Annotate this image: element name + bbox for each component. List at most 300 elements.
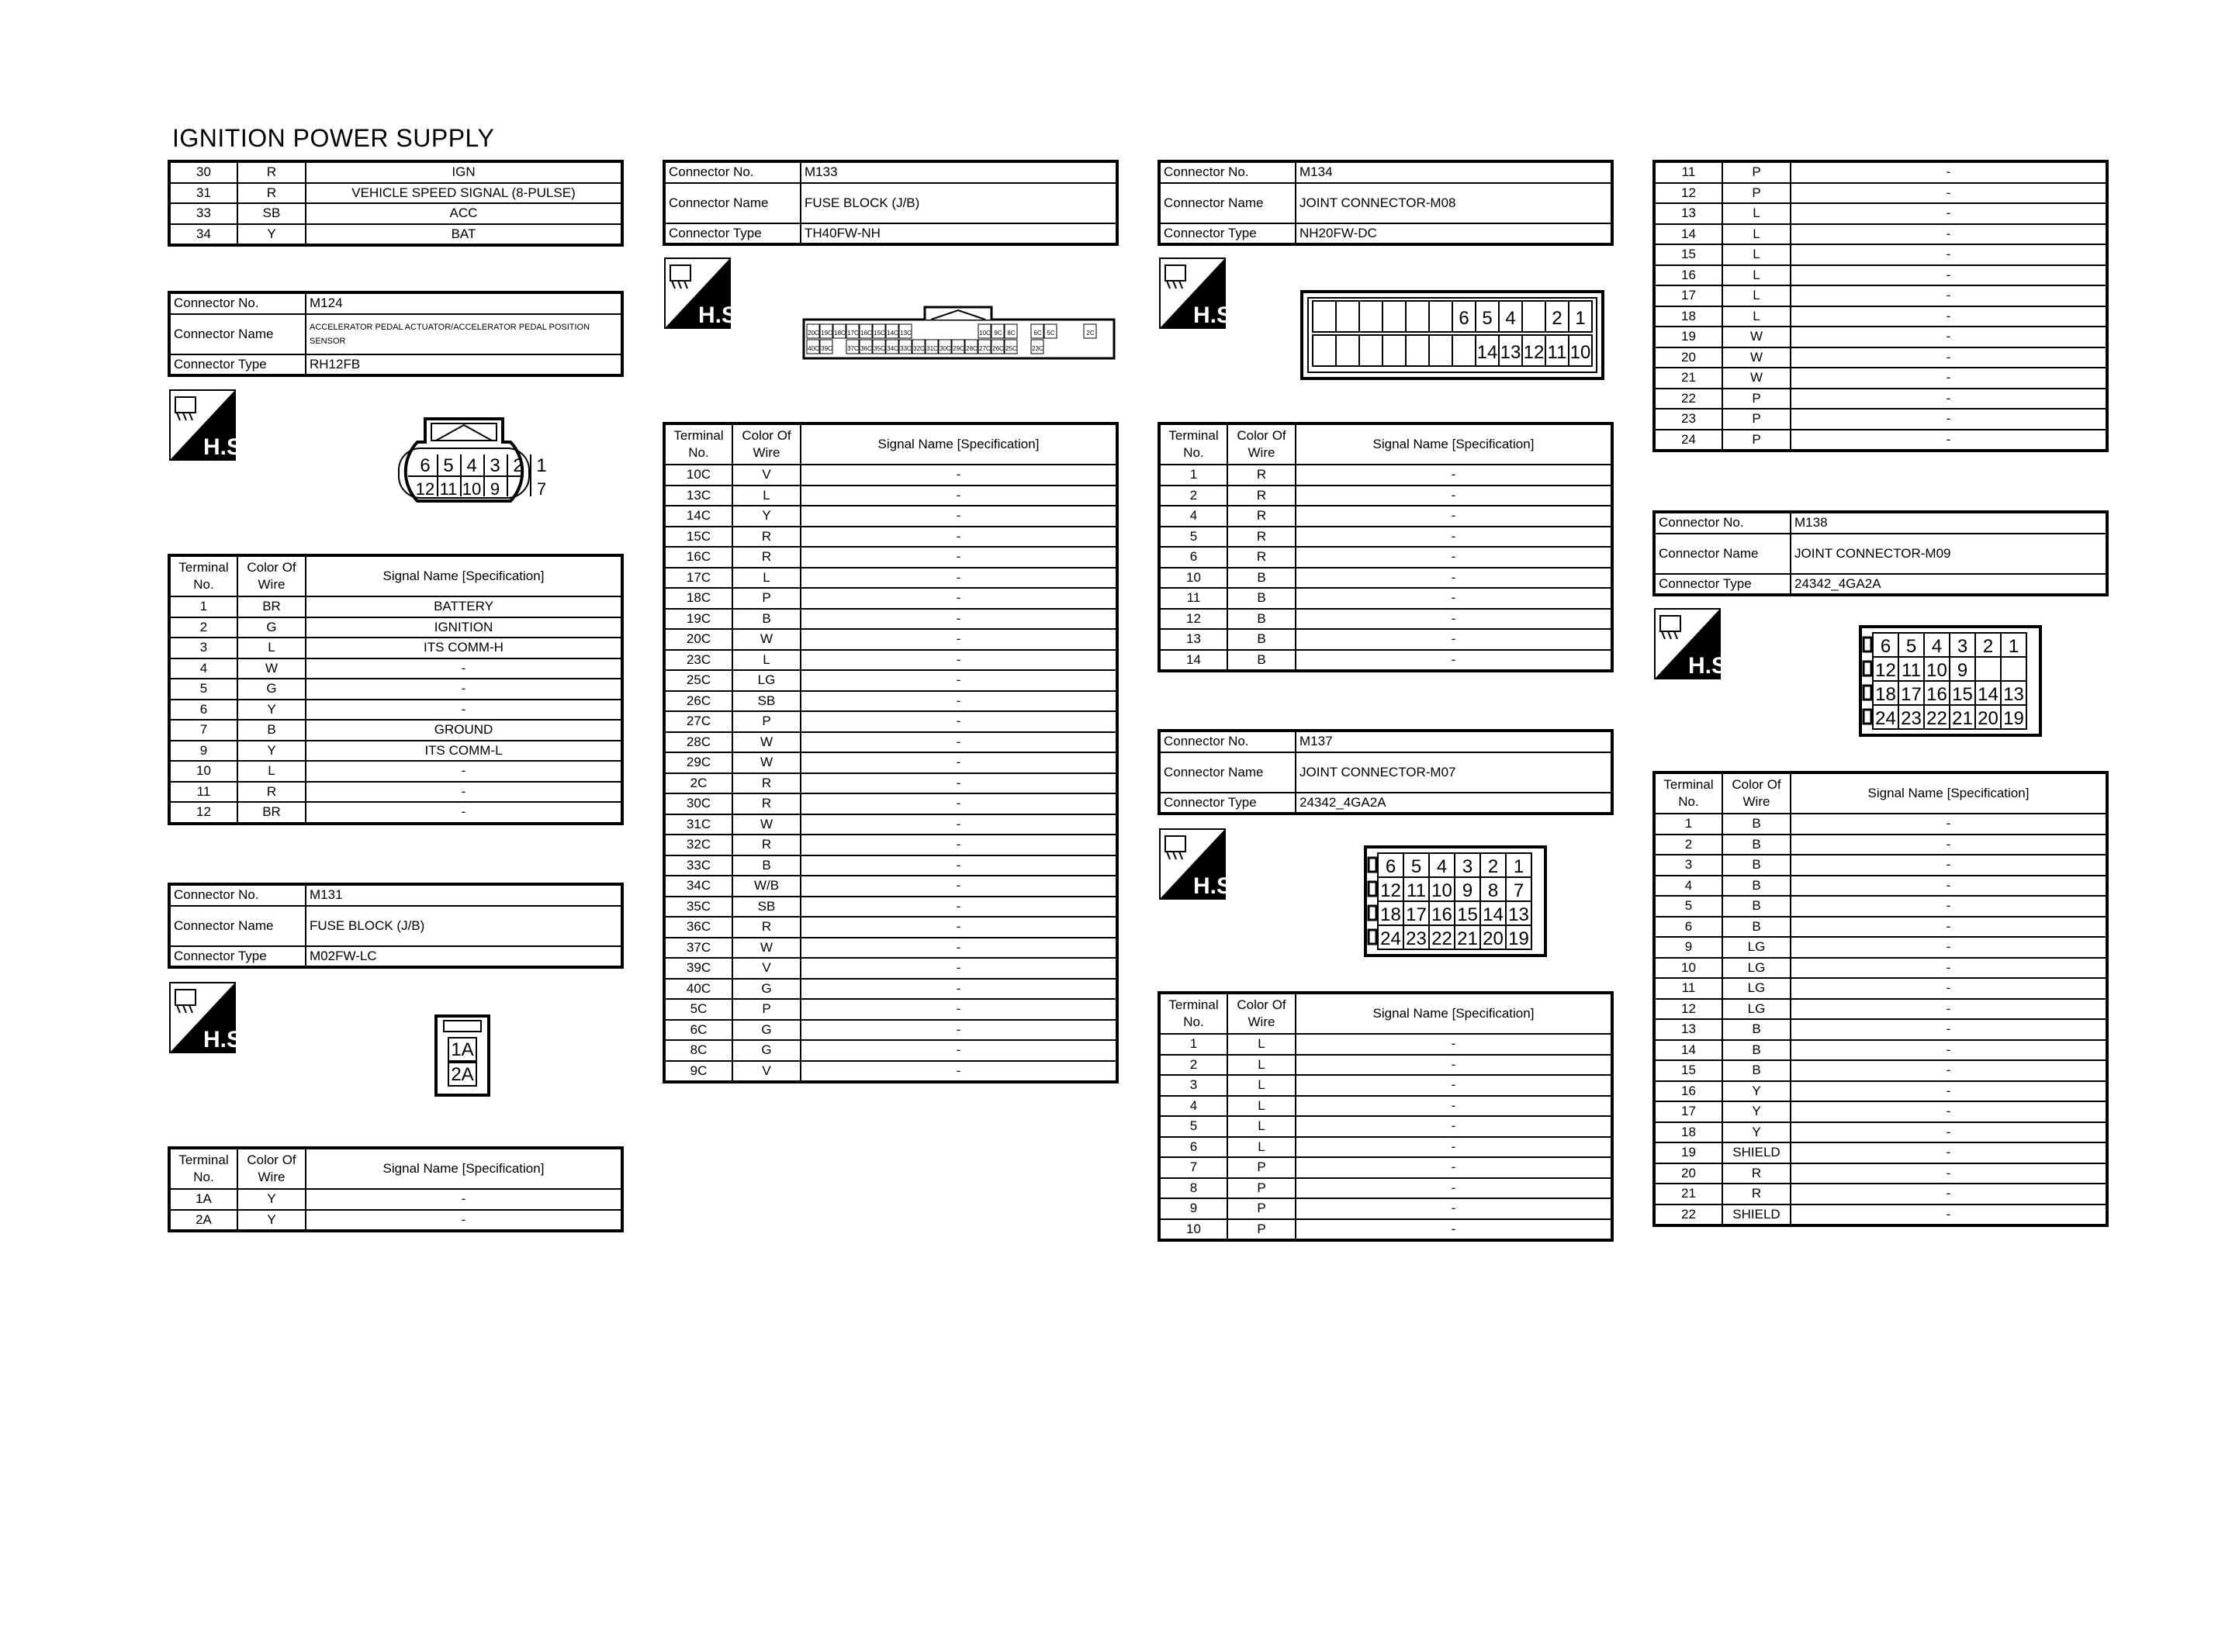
signal-name-cell: - <box>1296 1034 1612 1055</box>
table-row <box>169 679 622 700</box>
table-row <box>1654 244 2107 265</box>
terminal-no-cell: 16C <box>664 547 732 568</box>
signal-name-cell: - <box>1791 347 2107 368</box>
pin-label: 5 <box>443 455 454 476</box>
pin-label: 9C <box>994 330 1002 337</box>
terminal-no-cell: 1 <box>1159 1034 1227 1055</box>
terminal-no-cell: 33 <box>169 203 237 224</box>
terminal-no-cell: 18C <box>664 588 732 609</box>
terminal-no-cell: 23C <box>664 650 732 671</box>
wire-color-cell: L <box>237 761 306 782</box>
signal-name-cell: - <box>1296 1178 1612 1199</box>
table-row <box>664 691 1117 712</box>
pin-label: 19 <box>1508 928 1529 949</box>
pin-label: 6C <box>1033 330 1042 337</box>
terminal-no-cell: 15 <box>1654 244 1722 265</box>
connector-name-label: Connector Name <box>1159 752 1296 793</box>
pin-label: 5 <box>1482 308 1493 329</box>
terminal-no-cell: 16 <box>1654 265 1722 286</box>
terminal-no-cell: 34C <box>664 876 732 897</box>
table-row <box>169 700 622 721</box>
signal-name-cell: - <box>1791 265 2107 286</box>
wire-color-cell: G <box>732 1020 801 1041</box>
table-row <box>1654 161 2107 183</box>
pin-label: 14 <box>1978 684 1998 705</box>
table-row <box>1159 629 1612 650</box>
terminal-no-cell: 39C <box>664 958 732 979</box>
m133-connector-diagram <box>802 302 1116 361</box>
table-row <box>664 793 1117 814</box>
table-row <box>1654 1060 2107 1081</box>
signal-name-cell: GROUND <box>306 720 622 741</box>
wire-color-cell: W <box>732 814 801 835</box>
connector-type-label: Connector Type <box>1159 223 1296 245</box>
pin-label: 17 <box>1901 684 1922 705</box>
connector-name-label: Connector Name <box>1159 183 1296 223</box>
harness-side-icon <box>169 982 249 1053</box>
terminal-no-cell: 7 <box>169 720 237 741</box>
connector-type-label: Connector Type <box>664 223 801 245</box>
connector-no-label: Connector No. <box>1654 512 1791 534</box>
terminal-no-cell: 21 <box>1654 368 1722 389</box>
table-row <box>1159 609 1612 630</box>
signal-name-cell: - <box>1791 389 2107 410</box>
pin-label: 14 <box>1476 342 1498 363</box>
pin-label: 10 <box>1926 660 1947 681</box>
terminal-no-cell: 12 <box>1654 183 1722 204</box>
pin-label: 39C <box>821 345 832 352</box>
m134-connector-info <box>1158 160 1614 246</box>
terminal-no-cell: 25C <box>664 670 732 691</box>
m137-connector-diagram <box>1364 845 1547 957</box>
table-row <box>1654 265 2107 286</box>
terminal-no-cell: 5 <box>1159 527 1227 548</box>
pin-label: 4 <box>1931 636 1943 657</box>
terminal-no-cell: 21 <box>1654 1184 1722 1204</box>
svg-text:H.S.: H.S. <box>1688 653 1734 679</box>
m124-connector-info <box>168 291 624 377</box>
signal-name-cell: - <box>1296 588 1612 609</box>
connector-no-label: Connector No. <box>169 292 306 314</box>
signal-name-cell: - <box>1791 368 2107 389</box>
wire-color-cell: G <box>237 617 306 638</box>
terminal-no-cell: 10C <box>664 465 732 486</box>
signal-name-cell: - <box>1791 896 2107 917</box>
terminal-no-cell: 11 <box>1159 588 1227 609</box>
table-row <box>1654 999 2107 1020</box>
terminal-no-cell: 6 <box>169 700 237 721</box>
table-row <box>664 938 1117 959</box>
terminal-no-cell: 36C <box>664 917 732 938</box>
pin-label: 1 <box>1575 308 1586 329</box>
connector-no-label: Connector No. <box>169 884 306 906</box>
terminal-no-cell: 17 <box>1654 285 1722 306</box>
wire-color-cell: LG <box>1722 937 1791 958</box>
signal-name-cell: - <box>1296 486 1612 506</box>
pin-label: 12 <box>415 479 435 499</box>
connector-type-label: Connector Type <box>169 354 306 376</box>
pin-label: 4 <box>466 455 477 476</box>
wire-color-cell: R <box>237 161 306 183</box>
signal-name-cell: - <box>1791 1122 2107 1143</box>
table-row <box>1159 1178 1612 1199</box>
table-row <box>169 741 622 762</box>
terminal-no-cell: 3 <box>1159 1075 1227 1096</box>
terminal-no-cell: 30 <box>169 161 237 183</box>
pin-label: 34C <box>887 345 898 352</box>
pin-label: 3 <box>490 455 500 476</box>
signal-name-cell: - <box>1791 855 2107 876</box>
table-row <box>169 638 622 658</box>
terminal-no-cell: 12 <box>169 802 237 824</box>
pin-label: 4 <box>1505 308 1516 329</box>
wire-color-cell: R <box>1722 1184 1791 1204</box>
pin-label: 16C <box>860 330 872 337</box>
wire-color-cell: W <box>1722 368 1791 389</box>
wire-color-cell: L <box>732 650 801 671</box>
signal-name-cell: - <box>1791 161 2107 183</box>
signal-name-cell: - <box>801 650 1117 671</box>
wire-color-cell: B <box>1227 609 1296 630</box>
color-of-wire-header: Color Of Wire <box>1722 772 1791 814</box>
signal-name-cell: - <box>1791 327 2107 347</box>
pin-label: 19C <box>821 330 832 337</box>
wire-color-cell: W <box>237 658 306 679</box>
svg-text:H.S.: H.S. <box>1193 873 1239 899</box>
wire-color-cell: P <box>1722 430 1791 451</box>
terminal-no-cell: 2A <box>169 1210 237 1232</box>
signal-name-cell: BAT <box>306 224 622 246</box>
pin-label: 35C <box>874 345 885 352</box>
table-row <box>664 814 1117 835</box>
connector-no-label: Connector No. <box>1159 731 1296 752</box>
signal-name-cell: - <box>1791 1040 2107 1061</box>
m137-terminal-table <box>1158 991 1614 1242</box>
pin-label: 17C <box>847 330 859 337</box>
svg-text:H.S.: H.S. <box>203 434 249 460</box>
pin-label: 18 <box>1380 904 1401 925</box>
terminal-no-cell: 2 <box>1159 486 1227 506</box>
terminal-no-cell: 5 <box>1654 896 1722 917</box>
table-row <box>1159 1157 1612 1178</box>
signal-name-cell: - <box>1296 609 1612 630</box>
wire-color-cell: W/B <box>732 876 801 897</box>
terminal-no-cell: 9C <box>664 1061 732 1083</box>
signal-name-cell: - <box>1791 409 2107 430</box>
terminal-no-cell: 27C <box>664 711 732 732</box>
pin-label: 13 <box>1500 342 1521 363</box>
wire-color-cell: W <box>732 752 801 773</box>
terminal-no-cell: 26C <box>664 691 732 712</box>
pin-label: 2 <box>1552 308 1562 329</box>
table-row <box>1159 1198 1612 1219</box>
wire-color-cell: B <box>1722 896 1791 917</box>
wire-color-cell: LG <box>1722 978 1791 999</box>
signal-name-cell: - <box>801 855 1117 876</box>
signal-name-cell: - <box>801 547 1117 568</box>
connector-type-value: 24342_4GA2A <box>1296 793 1612 814</box>
table-row <box>664 999 1117 1020</box>
table-row <box>664 506 1117 527</box>
signal-name-cell: - <box>1296 1096 1612 1117</box>
table-row <box>664 486 1117 506</box>
connector-no-value: M124 <box>306 292 622 314</box>
pin-label: 6 <box>1385 856 1396 877</box>
wire-color-cell: G <box>732 1040 801 1061</box>
table-row <box>1159 1137 1612 1158</box>
terminal-no-cell: 3 <box>169 638 237 658</box>
harness-side-icon <box>1654 608 1734 679</box>
signal-name-header: Signal Name [Specification] <box>306 1148 622 1189</box>
pin-label: 23 <box>1406 928 1427 949</box>
terminal-no-cell: 33C <box>664 855 732 876</box>
signal-name-cell: ACC <box>306 203 622 224</box>
signal-name-cell: - <box>801 958 1117 979</box>
connector-name-value: JOINT CONNECTOR-M08 <box>1296 183 1612 223</box>
signal-name-cell: - <box>801 917 1117 938</box>
table-row <box>1654 1163 2107 1184</box>
table-row <box>1654 368 2107 389</box>
terminal-no-cell: 12 <box>1654 999 1722 1020</box>
table-row <box>169 1210 622 1232</box>
signal-name-cell: - <box>1296 1219 1612 1241</box>
wire-color-cell: L <box>1722 203 1791 224</box>
terminal-no-cell: 15C <box>664 527 732 548</box>
signal-name-cell: - <box>1296 465 1612 486</box>
wire-color-cell: L <box>732 568 801 589</box>
terminal-no-cell: 19 <box>1654 327 1722 347</box>
signal-name-cell: - <box>801 609 1117 630</box>
continued-terminal-table <box>168 160 624 247</box>
table-row <box>1159 1075 1612 1096</box>
terminal-no-cell: 14 <box>1159 650 1227 672</box>
pin-label: 18C <box>834 330 846 337</box>
table-row <box>664 465 1117 486</box>
pin-label: 7 <box>1513 880 1524 901</box>
terminal-no-cell: 16 <box>1654 1081 1722 1102</box>
signal-name-cell: - <box>801 568 1117 589</box>
svg-text:2A: 2A <box>451 1064 474 1085</box>
pin-label: 8C <box>1007 330 1016 337</box>
wire-color-cell: L <box>1227 1096 1296 1117</box>
m134-connector-diagram <box>1300 290 1604 380</box>
table-row <box>1159 588 1612 609</box>
terminal-no-cell: 6 <box>1654 917 1722 938</box>
pin-label: 22 <box>1926 708 1947 729</box>
pin-label: 10C <box>979 330 991 337</box>
signal-name-cell: - <box>1791 814 2107 835</box>
signal-name-header: Signal Name [Specification] <box>1791 772 2107 814</box>
m133-terminal-table <box>663 422 1119 1083</box>
wire-color-cell: W <box>1722 347 1791 368</box>
terminal-no-cell: 5 <box>169 679 237 700</box>
pin-label: 17 <box>1406 904 1427 925</box>
terminal-no-cell: 29C <box>664 752 732 773</box>
table-row <box>1654 1019 2107 1040</box>
signal-name-cell: - <box>1791 285 2107 306</box>
pin-label: 11 <box>1547 342 1567 363</box>
pin-label: 10 <box>462 479 482 499</box>
wire-color-cell: Y <box>237 1210 306 1232</box>
pin-label: 2C <box>1086 330 1095 337</box>
table-row <box>1159 547 1612 568</box>
signal-name-cell: - <box>801 814 1117 835</box>
wire-color-cell: L <box>1227 1034 1296 1055</box>
signal-name-cell: - <box>1296 1198 1612 1219</box>
connector-type-value: TH40FW-NH <box>801 223 1117 245</box>
wire-color-cell: L <box>1722 285 1791 306</box>
wire-color-cell: B <box>1227 588 1296 609</box>
pin-label: 23 <box>1901 708 1922 729</box>
pin-label: 5C <box>1047 330 1055 337</box>
pin-label: 37C <box>847 345 859 352</box>
terminal-no-cell: 10 <box>1159 568 1227 589</box>
wire-color-cell: R <box>1722 1163 1791 1184</box>
signal-name-cell: - <box>1296 1116 1612 1137</box>
table-row <box>169 203 622 224</box>
pin-label: 24 <box>1380 928 1401 949</box>
signal-name-cell: - <box>801 691 1117 712</box>
pin-label: 2 <box>1982 636 1994 657</box>
wire-color-cell: R <box>732 773 801 794</box>
wire-color-cell: L <box>1722 224 1791 245</box>
terminal-no-header: Terminal No. <box>169 555 237 596</box>
terminal-no-cell: 23 <box>1654 409 1722 430</box>
signal-name-cell: - <box>1791 1184 2107 1204</box>
pin-label: 22 <box>1431 928 1452 949</box>
terminal-no-cell: 20 <box>1654 347 1722 368</box>
wire-color-cell: L <box>237 638 306 658</box>
m138-connector-diagram <box>1859 625 2042 737</box>
signal-name-cell: ITS COMM-H <box>306 638 622 658</box>
wire-color-cell: L <box>1722 244 1791 265</box>
signal-name-cell: - <box>801 835 1117 855</box>
wire-color-cell: B <box>1722 814 1791 835</box>
wire-color-cell: V <box>732 958 801 979</box>
signal-name-cell: - <box>1791 937 2107 958</box>
pin-label: 5 <box>1905 636 1917 657</box>
table-row <box>169 720 622 741</box>
table-row <box>169 224 622 246</box>
pin-label: 1 <box>536 455 547 476</box>
pin-label: 40C <box>808 345 819 352</box>
signal-name-cell: - <box>1791 999 2107 1020</box>
pin-label: 21 <box>1457 928 1478 949</box>
m124-connector-diagram <box>371 417 557 507</box>
pin-label: 23C <box>1032 345 1043 352</box>
wire-color-cell: B <box>1722 1019 1791 1040</box>
signal-name-cell: - <box>801 527 1117 548</box>
terminal-no-cell: 15 <box>1654 1060 1722 1081</box>
signal-name-cell: - <box>1791 1142 2107 1163</box>
wire-color-cell: V <box>732 1061 801 1083</box>
signal-name-cell: - <box>801 876 1117 897</box>
connector-name-label: Connector Name <box>169 314 306 354</box>
wire-color-cell: L <box>1722 265 1791 286</box>
wire-color-cell: Y <box>1722 1081 1791 1102</box>
m131-connector-info <box>168 883 624 969</box>
pin-label: 12 <box>1523 342 1545 363</box>
table-row <box>169 782 622 803</box>
pin-label: 11 <box>1407 880 1426 901</box>
wire-color-cell: BR <box>237 596 306 617</box>
wire-color-cell: SHIELD <box>1722 1204 1791 1226</box>
wire-color-cell: P <box>732 999 801 1020</box>
table-row <box>664 876 1117 897</box>
signal-name-cell: - <box>1791 224 2107 245</box>
m124-terminal-table <box>168 554 624 825</box>
terminal-no-cell: 13 <box>1654 203 1722 224</box>
terminal-no-cell: 13C <box>664 486 732 506</box>
terminal-no-cell: 30C <box>664 793 732 814</box>
terminal-no-cell: 18 <box>1654 306 1722 327</box>
terminal-no-cell: 34 <box>169 224 237 246</box>
terminal-no-cell: 3 <box>1654 855 1722 876</box>
pin-label: 6 <box>420 455 431 476</box>
terminal-no-cell: 31 <box>169 183 237 204</box>
wire-color-cell: R <box>732 527 801 548</box>
table-row <box>1654 876 2107 897</box>
table-row <box>169 761 622 782</box>
table-row <box>664 835 1117 855</box>
table-row <box>1159 1096 1612 1117</box>
connector-name-label: Connector Name <box>664 183 801 223</box>
signal-name-cell: IGNITION <box>306 617 622 638</box>
wire-color-cell: G <box>732 979 801 1000</box>
signal-name-cell: - <box>1296 1157 1612 1178</box>
pin-label: 14C <box>887 330 898 337</box>
m131-terminal-table <box>168 1146 624 1232</box>
terminal-no-header: Terminal No. <box>169 1148 237 1189</box>
signal-name-cell: - <box>1296 1055 1612 1076</box>
m137-connector-info <box>1158 729 1614 815</box>
wire-color-cell: LG <box>1722 999 1791 1020</box>
terminal-no-cell: 2 <box>1159 1055 1227 1076</box>
signal-name-cell: - <box>1296 650 1612 672</box>
terminal-no-cell: 19 <box>1654 1142 1722 1163</box>
terminal-no-cell: 6 <box>1159 547 1227 568</box>
terminal-no-cell: 31C <box>664 814 732 835</box>
wire-color-cell: Y <box>237 700 306 721</box>
terminal-no-cell: 1 <box>1654 814 1722 835</box>
table-row <box>1654 203 2107 224</box>
terminal-no-cell: 2 <box>1654 835 1722 855</box>
wire-color-cell: B <box>1227 629 1296 650</box>
terminal-no-cell: 4 <box>1159 1096 1227 1117</box>
connector-no-label: Connector No. <box>1159 161 1296 183</box>
signal-name-cell: VEHICLE SPEED SIGNAL (8-PULSE) <box>306 183 622 204</box>
pin-label: 16 <box>1431 904 1452 925</box>
terminal-no-cell: 13 <box>1159 629 1227 650</box>
table-row <box>1654 1081 2107 1102</box>
signal-name-cell: - <box>1791 183 2107 204</box>
table-row <box>1654 1204 2107 1226</box>
terminal-no-cell: 9 <box>1654 937 1722 958</box>
terminal-no-cell: 11 <box>169 782 237 803</box>
terminal-no-cell: 11 <box>1654 978 1722 999</box>
pin-label: 33C <box>900 345 912 352</box>
pin-label: 36C <box>860 345 872 352</box>
table-row <box>664 650 1117 671</box>
m133-connector-info <box>663 160 1119 246</box>
wire-color-cell: Y <box>1722 1122 1791 1143</box>
signal-name-cell: - <box>1296 629 1612 650</box>
pin-label: 25C <box>1005 345 1017 352</box>
table-row <box>664 732 1117 753</box>
pin-label: 32C <box>913 345 925 352</box>
pin-label: 6 <box>1459 308 1469 329</box>
terminal-no-cell: 9 <box>169 741 237 762</box>
